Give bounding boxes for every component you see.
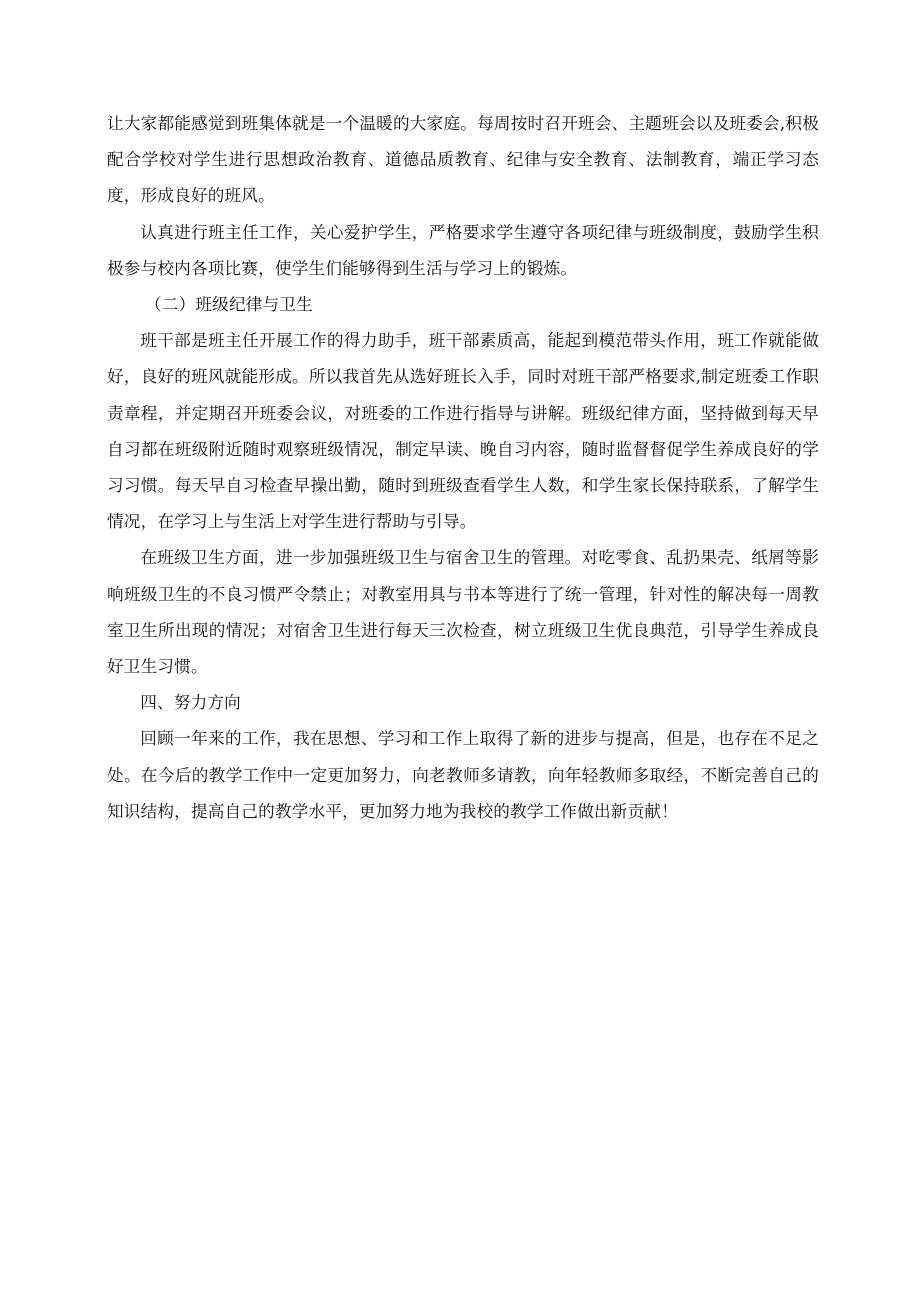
section-heading-discipline-hygiene: （二）班级纪律与卫生 <box>145 295 313 315</box>
paragraph-head-teacher-work: 认真进行班主任工作，关心爱护学生，严格要求学生遵守各项纪律与班级制度，鼓励学生积极参与校内各项比赛，使学生们能够得到生活与学习上的锻炼。 <box>107 222 819 278</box>
section-heading-future-direction: 四、努力方向 <box>140 693 241 713</box>
document-body <box>107 106 819 830</box>
paragraph-review-summary: 回顾一年来的工作，我在思想、学习和工作上取得了新的进步与提高，但是，也存在不足之处。在今后的教学工作中一定更加努力，向老教师多请教，向年轻教师多取经，不断完善自己的知识结构，提高自己的教学水平，更加努力地为我校的教学工作做出新贡献！ <box>107 729 819 821</box>
paragraph-class-family: 让大家都能感觉到班集体就是一个温暖的大家庭。每周按时召开班会、主题班会以及班委会,积极配合学校对学生进行思想政治教育、道德品质教育、纪律与安全教育、法制教育，端正学习态度，形成良好的班风。 <box>107 114 819 206</box>
paragraph-class-hygiene: 在班级卫生方面，进一步加强班级卫生与宿舍卫生的管理。对吃零食、乱扔果壳、纸屑等影响班级卫生的不良习惯严令禁止；对教室用具与书本等进行了统一管理，针对性的解决每一周教室卫生所出现的情况；对宿舍卫生进行每天三次检查，树立班级卫生优良典范，引导学生养成良好卫生习惯。 <box>107 548 819 677</box>
paragraph-class-cadres: 班干部是班主任开展工作的得力助手，班干部素质高，能起到模范带头作用，班工作就能做好，良好的班风就能形成。所以我首先从选好班长入手，同时对班干部严格要求,制定班委工作职责章程，并定期召开班委会议，对班委的工作进行指导与讲解。班级纪律方面，坚持做到每天早自习都在班级附近随时观察班级情况，制定早读、晚自习内容，随时监督督促学生养成良好的学习习惯。每天早自习检查早操出勤，随时到班级查看学生人数，和学生家长保持联系，了解学生情况，在学习上与生活上对学生进行帮助与引导。 <box>107 331 819 532</box>
